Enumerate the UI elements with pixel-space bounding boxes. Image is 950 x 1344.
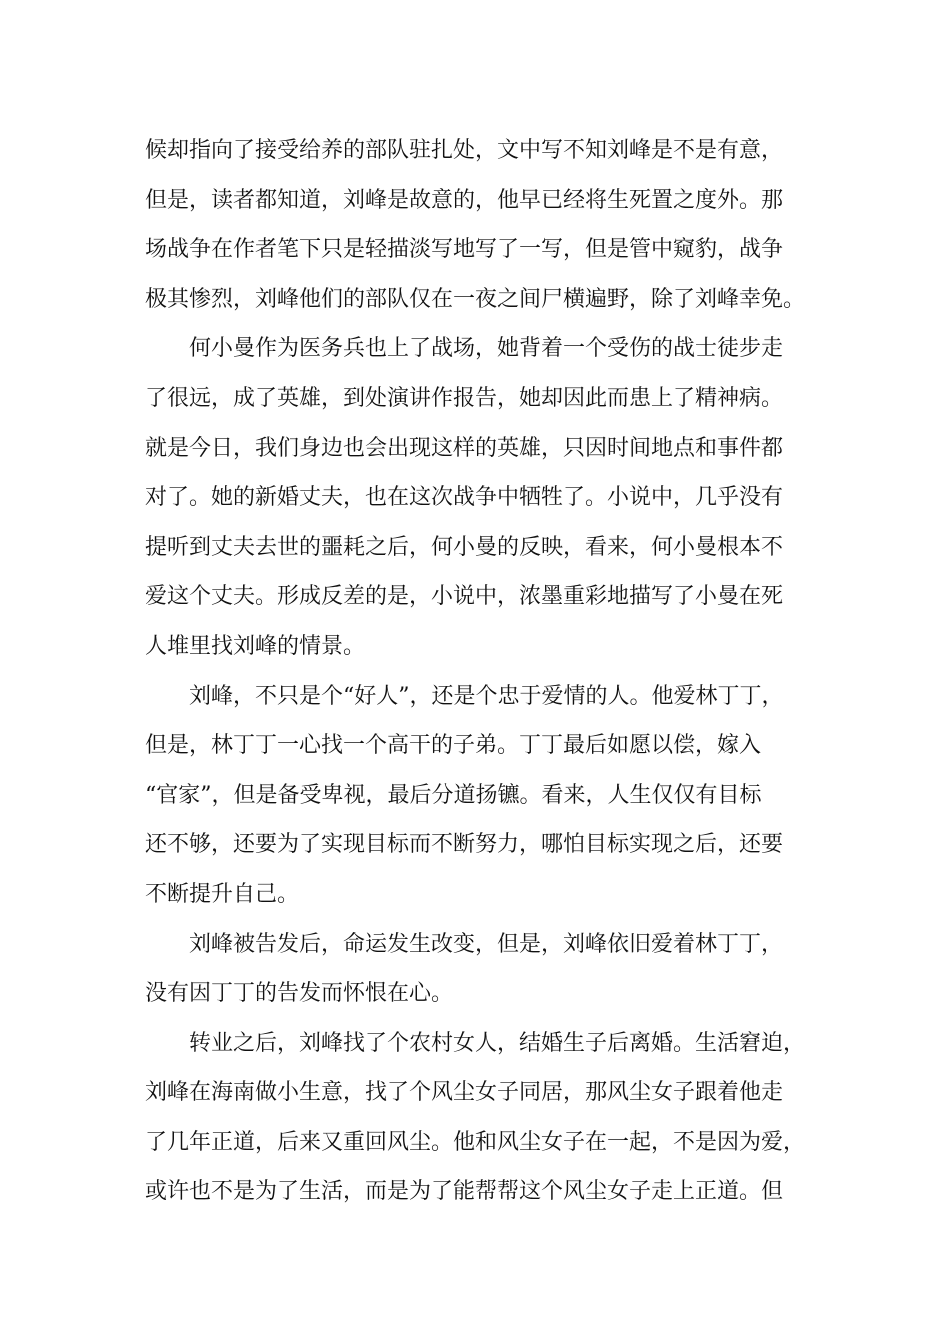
paragraph-first-line: 刘峰被告发后，命运发生改变，但是，刘峰依旧爱着林丁丁， <box>189 931 784 957</box>
text-line: 爱这个丈夫。形成反差的是，小说中，浓墨重彩地描写了小曼在死 <box>145 584 784 610</box>
text-line: 人堆里找刘峰的情景。 <box>145 633 366 659</box>
text-line: 但是，读者都知道，刘峰是故意的，他早已经将生死置之度外。那 <box>145 187 784 213</box>
text-line: 没有因丁丁的告发而怀恨在心。 <box>145 981 454 1007</box>
text-line: 不断提升自己。 <box>145 881 300 907</box>
paragraph-first-line: 转业之后，刘峰找了个农村女人，结婚生子后离婚。生活窘迫， <box>189 1030 806 1056</box>
text-line: 了很远，成了英雄，到处演讲作报告，她却因此而患上了精神病。 <box>145 385 784 411</box>
text-line: 但是，林丁丁一心找一个高干的子弟。丁丁最后如愿以偿，嫁入 <box>145 733 762 759</box>
text-line: 极其惨烈，刘峰他们的部队仅在一夜之间尸横遍野，除了刘峰幸免。 <box>145 286 806 312</box>
text-line: 就是今日，我们身边也会出现这样的英雄，只因时间地点和事件都 <box>145 435 784 461</box>
text-line: 刘峰在海南做小生意，找了个风尘女子同居，那风尘女子跟着他走 <box>145 1080 784 1106</box>
text-line: 或许也不是为了生活，而是为了能帮帮这个风尘女子走上正道。但 <box>145 1179 784 1205</box>
paragraph-first-line: 何小曼作为医务兵也上了战场，她背着一个受伤的战士徒步走 <box>189 336 784 362</box>
text-line: 候却指向了接受给养的部队驻扎处，文中写不知刘峰是不是有意， <box>145 138 784 163</box>
text-line: 还不够，还要为了实现目标而不断努力，哪怕目标实现之后，还要 <box>145 832 784 858</box>
paragraph-first-line: 刘峰，不只是个“好人”，还是个忠于爱情的人。他爱林丁丁， <box>189 683 784 709</box>
text-line: “官家”，但是备受卑视，最后分道扬镳。看来，人生仅仅有目标 <box>145 782 762 808</box>
body-text <box>145 126 825 1217</box>
text-line: 对了。她的新婚丈夫，也在这次战争中牺牲了。小说中，几乎没有 <box>145 485 784 511</box>
text-line: 场战争在作者笔下只是轻描淡写地写了一写，但是管中窥豹，战争 <box>145 237 784 263</box>
text-line: 了几年正道，后来又重回风尘。他和风尘女子在一起，不是因为爱， <box>145 1129 806 1155</box>
text-line: 提听到丈夫去世的噩耗之后，何小曼的反映，看来，何小曼根本不 <box>145 534 784 560</box>
